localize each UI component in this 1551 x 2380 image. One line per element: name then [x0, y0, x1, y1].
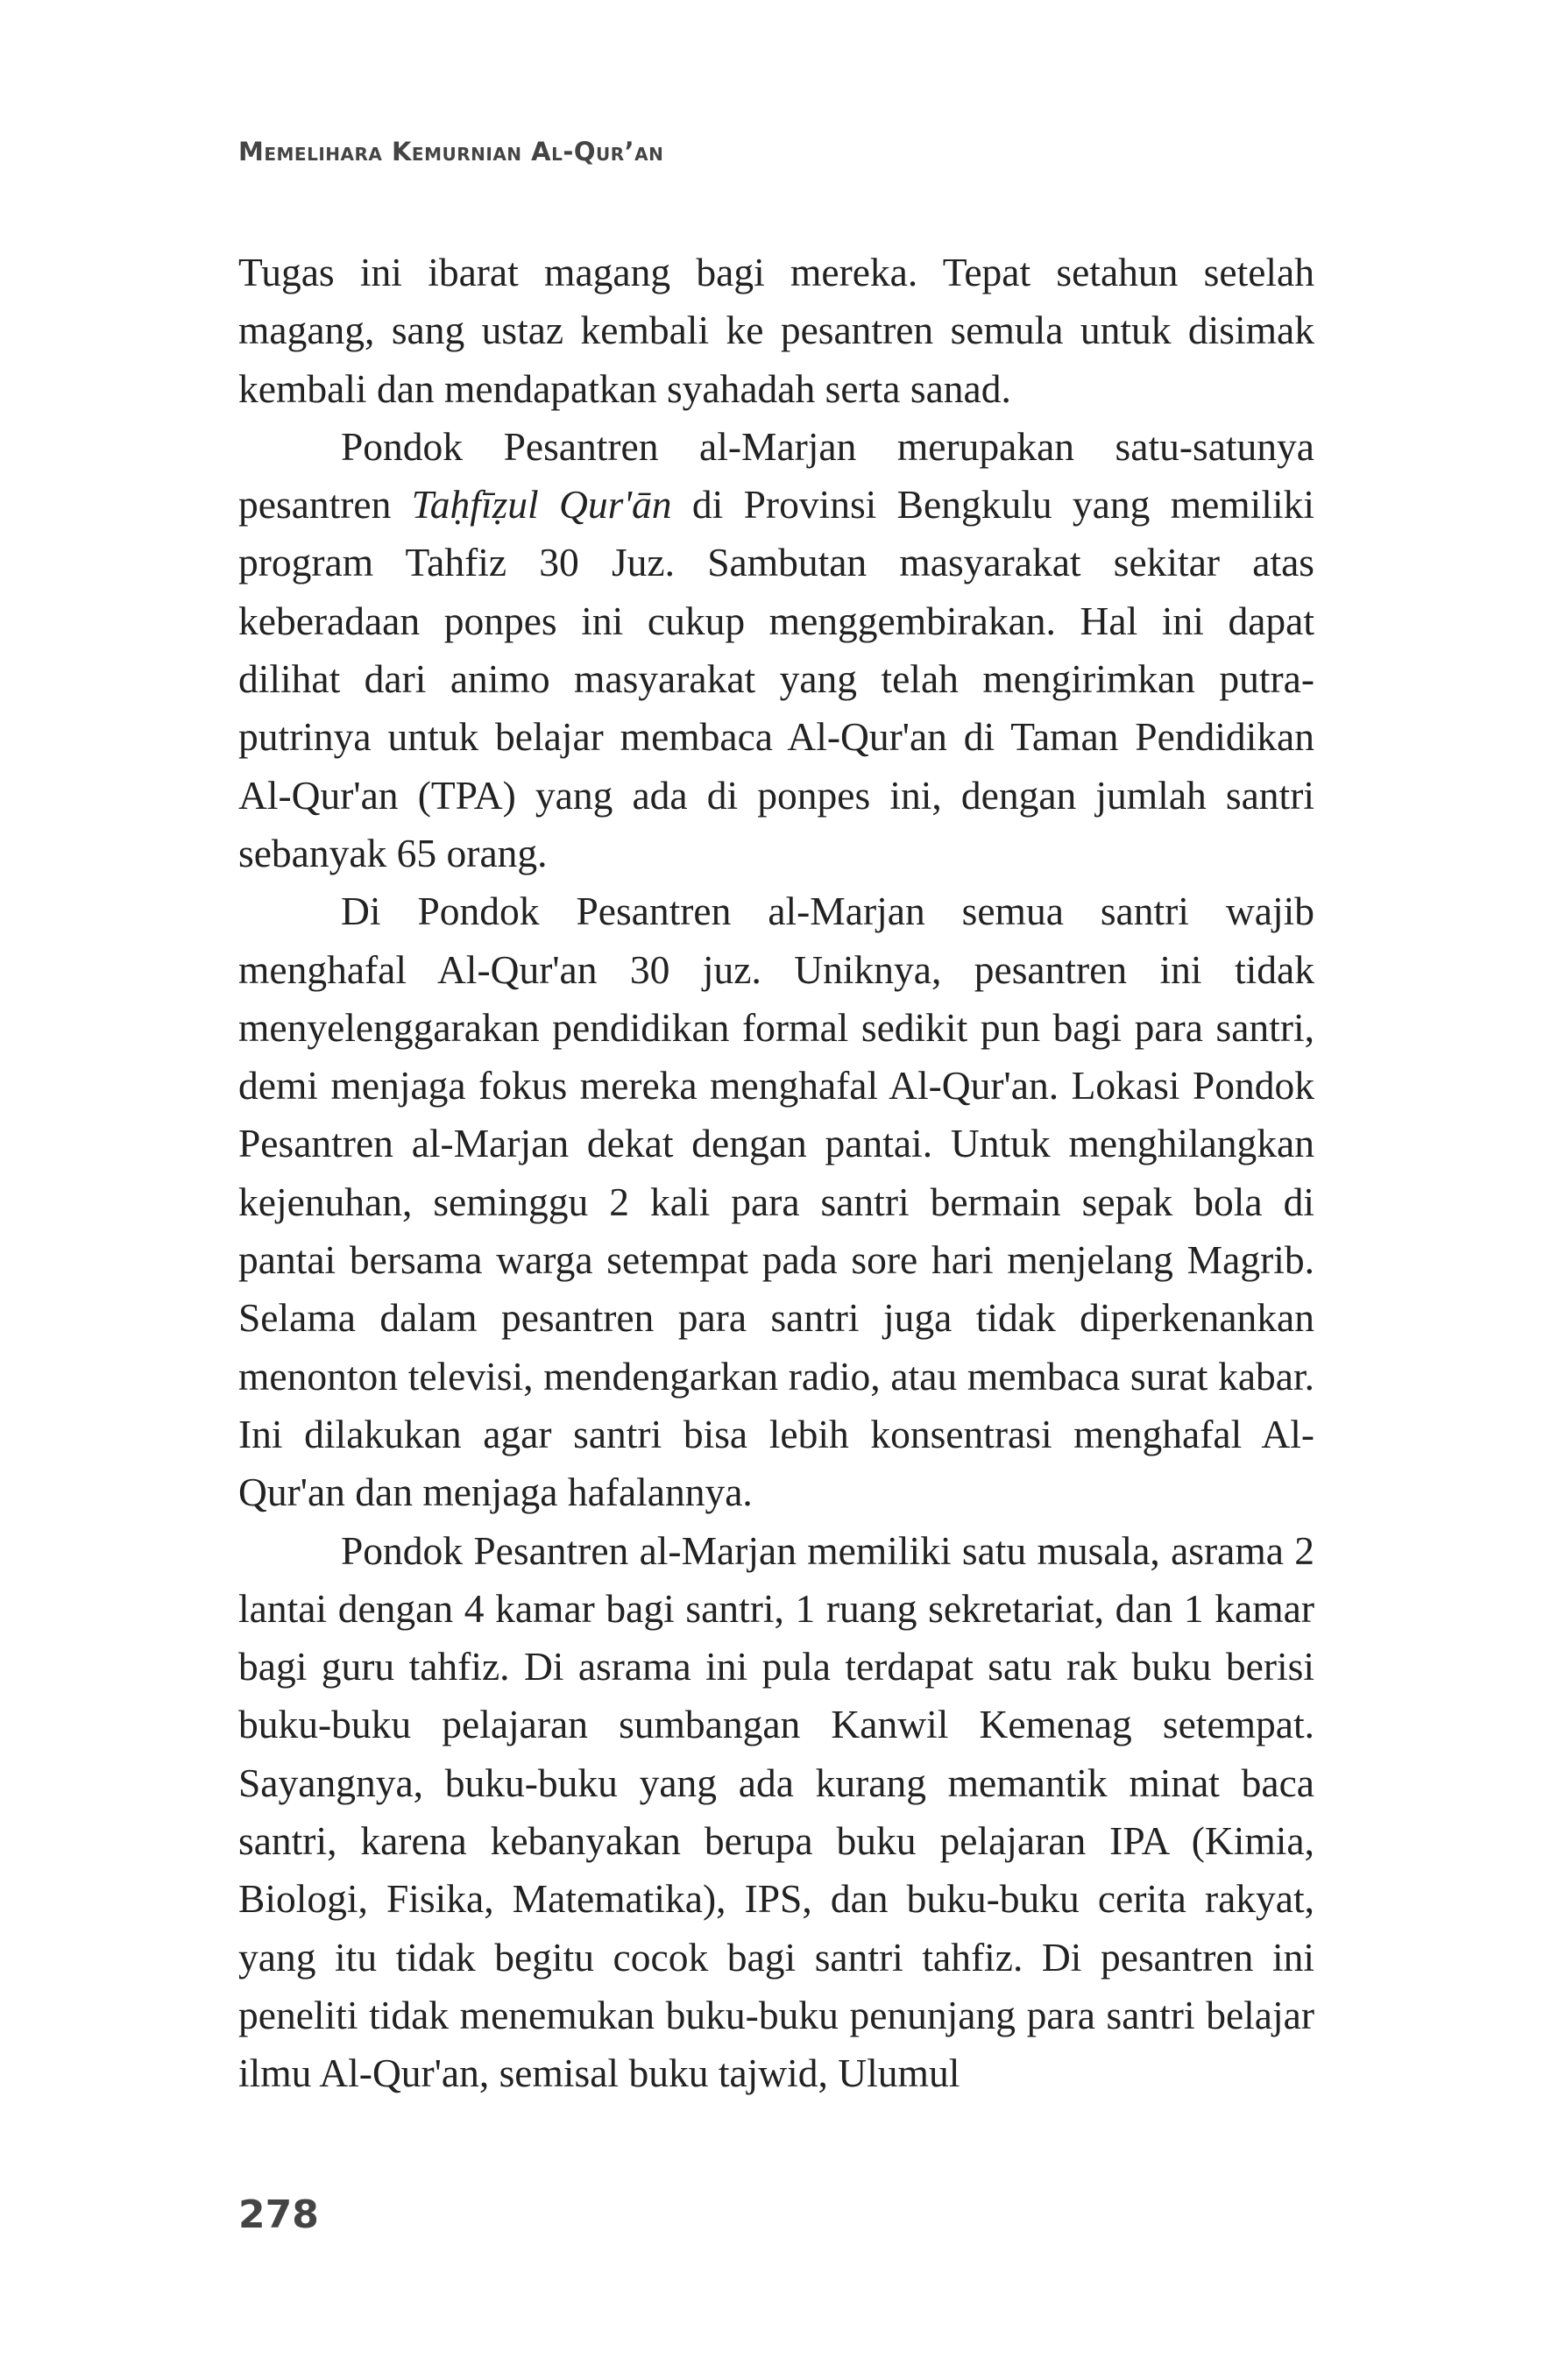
- paragraph-4: Pondok Pesantren al-Marjan memiliki satu musala, asrama 2 lantai dengan 4 kamar bagi santri, 1 ruang sekretariat, dan 1 kamar bagi guru tahfiz. Di asrama ini pula terdapat satu rak buku berisi buku-buku pelajaran sumbangan Kanwil Kemenag setempat. Sayangnya, buku-buku yang ada kurang memantik minat baca santri, karena kebanyakan berupa buku pelajaran IPA (Kimia, Biologi, Fisika, Matematika), IPS, dan buku-buku cerita rakyat, yang itu tidak begitu cocok bagi santri tahfiz. Di pesantren ini peneliti tidak menemukan buku-buku penunjang para santri belajar ilmu Al-Qur'an, semisal buku tajwid, Ulumul: [238, 1527, 1314, 2096]
- paragraph-1: Tugas ini ibarat magang bagi mereka. Tepat setahun setelah magang, sang ustaz kembali ke pesantren semula untuk disimak kembali dan mendapatkan syahadah serta sanad.: [238, 250, 1314, 411]
- paragraph-2-lead: Pondok Pesantren al-Marjan merupakan satu-satunya pesantren: [238, 423, 1314, 528]
- paragraph-2-rest: di Provinsi Bengkulu yang memiliki program Tahfiz 30 Juz. Sambutan masyarakat sekitar atas keberadaan ponpes ini cukup menggembirakan. Hal ini dapat dilihat dari animo masyarakat yang telah mengirimkan putra-putrinya untuk belajar membaca Al-Qur'an di Taman Pendidikan Al-Qur'an (TPA) yang ada di ponpes ini, dengan jumlah santri sebanyak 65 orang.: [238, 482, 1314, 875]
- page-number: 278: [238, 2192, 319, 2237]
- paragraph-3: Di Pondok Pesantren al-Marjan semua santri wajib menghafal Al-Qur'an 30 juz. Uniknya, pesantren ini tidak menyelenggarakan pendidikan formal sedikit pun bagi para santri, demi menjaga fokus mereka menghafal Al-Qur'an. Lokasi Pondok Pesantren al-Marjan dekat dengan pantai. Untuk menghilangkan kejenuhan, seminggu 2 kali para santri bermain sepak bola di pantai bersama warga setempat pada sore hari menjelang Magrib. Selama dalam pesantren para santri juga tidak diperkenankan menonton televisi, mendengarkan radio, atau membaca surat kabar. Ini dilakukan agar santri bisa lebih konsentrasi menghafal Al-Qur'an dan menjaga hafalannya.: [238, 889, 1314, 1515]
- paragraph-2: [238, 418, 1314, 882]
- paragraph-2-italic-term: Taḥfīẓul Qur'ān: [411, 482, 672, 528]
- running-header: Memelihara Kemurnian Al-Qur’an: [238, 137, 664, 166]
- body-text: [238, 244, 1314, 2103]
